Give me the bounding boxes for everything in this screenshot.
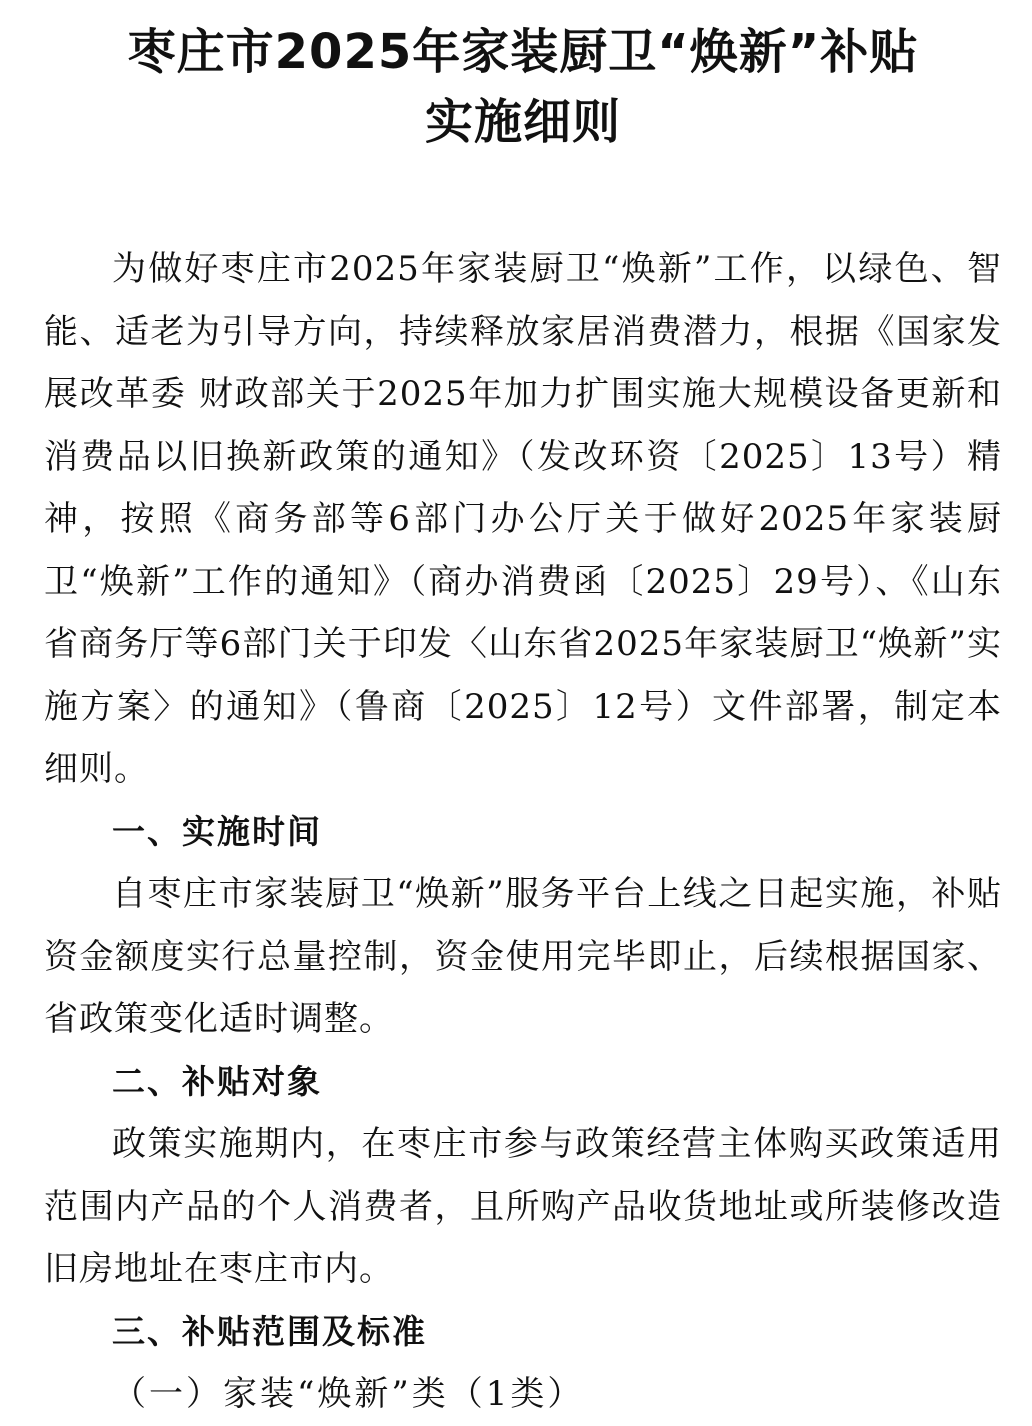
section1-paragraph: 自枣庄市家装厨卫“焕新”服务平台上线之日起实施，补贴资金额度实行总量控制，资金使用完毕即止，后续根据国家、省政策变化适时调整。 (44, 874, 1002, 1039)
intro-paragraph: 为做好枣庄市2025年家装厨卫“焕新”工作，以绿色、智能、适老为引导方向，持续释放家居消费潜力，根据《国家发展改革委 财政部关于2025年加力扩围实施大规模设备更新和消费品以旧换新政策的通知》（发改环资〔2025〕13号）精神，按照《商务部等6部门办公厅关于做好2025年家装厨卫“焕新”工作的通知》（商办消费函〔2025〕29号）、《山东省商务厅等6部门关于印发〈山东省2025年家装厨卫“焕新”实施方案〉的通知》（鲁商〔2025〕12号）文件部署，制定本细则。 (44, 249, 1002, 789)
section3-subheading: （一）家装“焕新”类（1类） (112, 1374, 585, 1414)
document-body (44, 238, 1002, 1426)
section3-heading: 三、补贴范围及标准 (112, 1311, 427, 1351)
document-title-line1: 枣庄市2025年家装厨卫“焕新”补贴 (127, 24, 919, 80)
section1-heading: 一、实施时间 (112, 811, 322, 851)
section2-heading: 二、补贴对象 (112, 1061, 322, 1101)
section2-paragraph: 政策实施期内，在枣庄市参与政策经营主体购买政策适用范围内产品的个人消费者，且所购产品收货地址或所装修改造旧房地址在枣庄市内。 (44, 1124, 1002, 1289)
document-title-line2: 实施细则 (424, 94, 621, 150)
